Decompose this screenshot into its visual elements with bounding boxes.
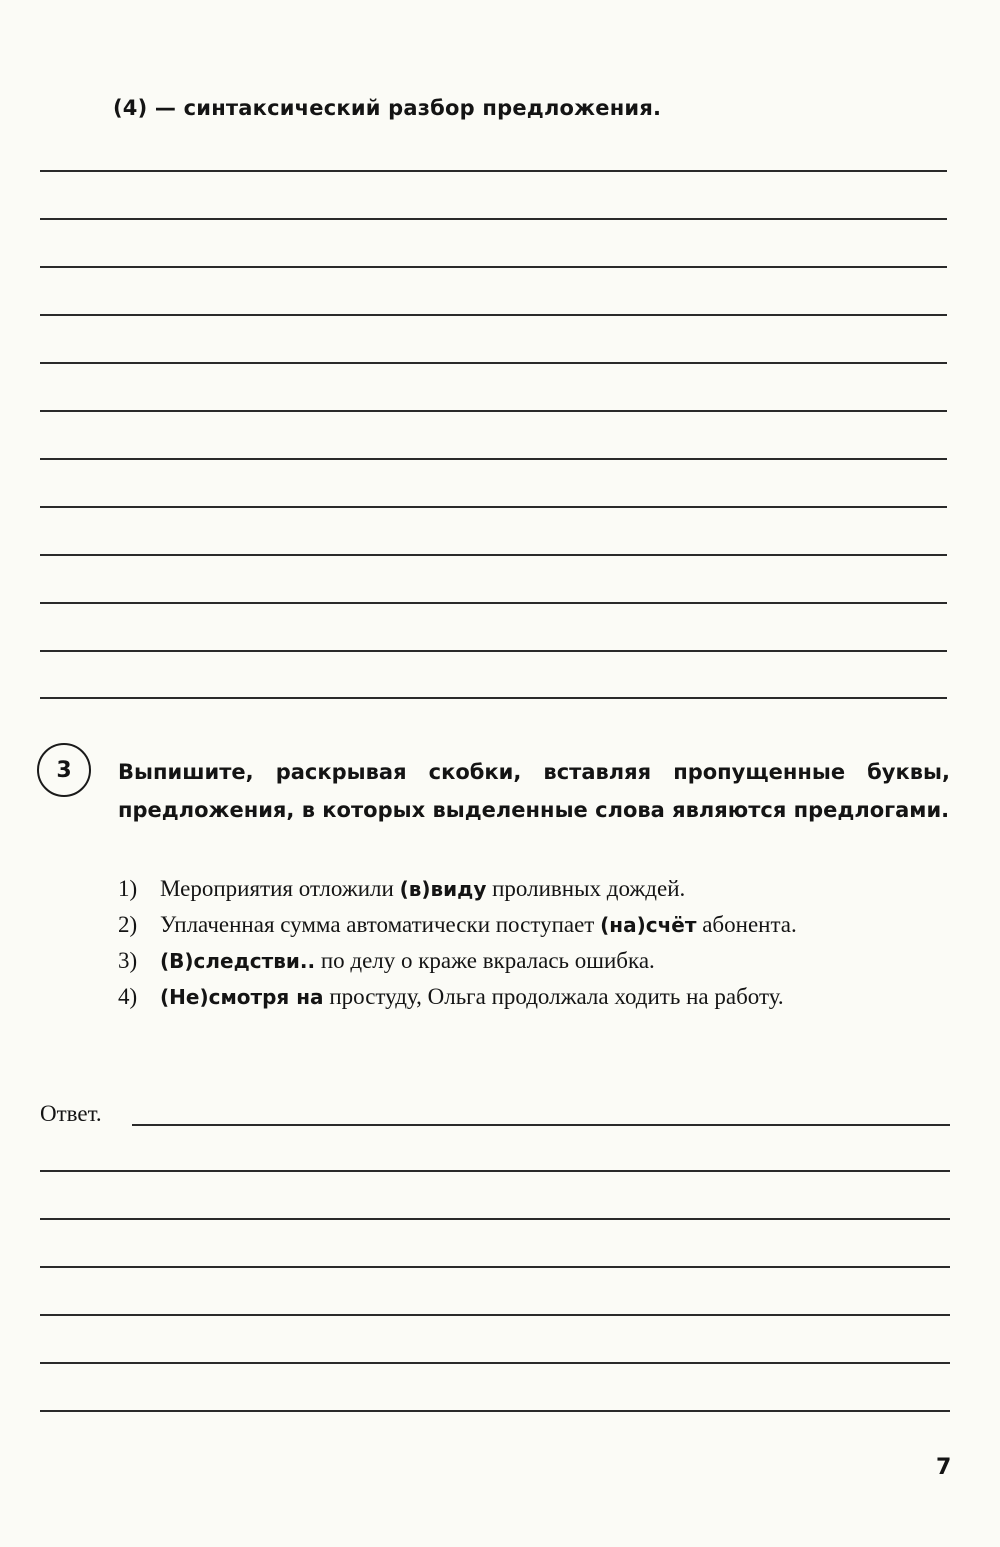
option-number: 4) [118,984,138,1009]
writing-line [40,506,947,508]
option-text-post: абонента. [696,912,797,937]
writing-line[interactable] [40,1170,950,1172]
writing-line [40,314,947,316]
option-text-pre: Мероприятия отложили [160,876,400,901]
task-instruction: Выпишите, раскрывая скобки, вставляя пропущенные буквы, предложения, в которых выделенные слова являются предлогами. [118,760,950,822]
writing-line [40,697,947,699]
option-item [118,871,950,907]
writing-line [40,650,947,652]
writing-line[interactable] [40,1410,950,1412]
option-number: 1) [118,876,138,901]
option-highlight: (на)счёт [600,913,697,937]
option-highlight: (В)следстви.. [160,949,316,973]
task-options [118,871,950,1015]
answer-line[interactable] [132,1124,950,1126]
writing-line [40,602,947,604]
option-item [118,907,950,943]
writing-line [40,170,947,172]
option-highlight: (Не)смотря на [160,985,324,1009]
task-number-badge: 3 [37,743,91,797]
option-text-post: проливных дождей. [486,876,686,901]
writing-line [40,410,947,412]
writing-line [40,458,947,460]
section-heading: (4) — синтаксический разбор предложения. [113,96,662,120]
option-text-post: простуду, Ольга продолжала ходить на работу. [323,984,784,1009]
writing-line [40,362,947,364]
writing-line[interactable] [40,1362,950,1364]
writing-line [40,266,947,268]
page-number: 7 [936,1455,952,1480]
writing-line[interactable] [40,1266,950,1268]
writing-line [40,218,947,220]
writing-line[interactable] [40,1218,950,1220]
answer-label: Ответ. [40,1101,102,1126]
writing-line [40,554,947,556]
option-item [118,979,950,1015]
option-text-pre: Уплаченная сумма автоматически поступает [160,912,601,937]
option-item [118,943,950,979]
option-number: 2) [118,912,138,937]
option-number: 3) [118,948,138,973]
option-highlight: (в)виду [399,877,487,901]
writing-line[interactable] [40,1314,950,1316]
option-text-post: по делу о краже вкралась ошибка. [315,948,655,973]
